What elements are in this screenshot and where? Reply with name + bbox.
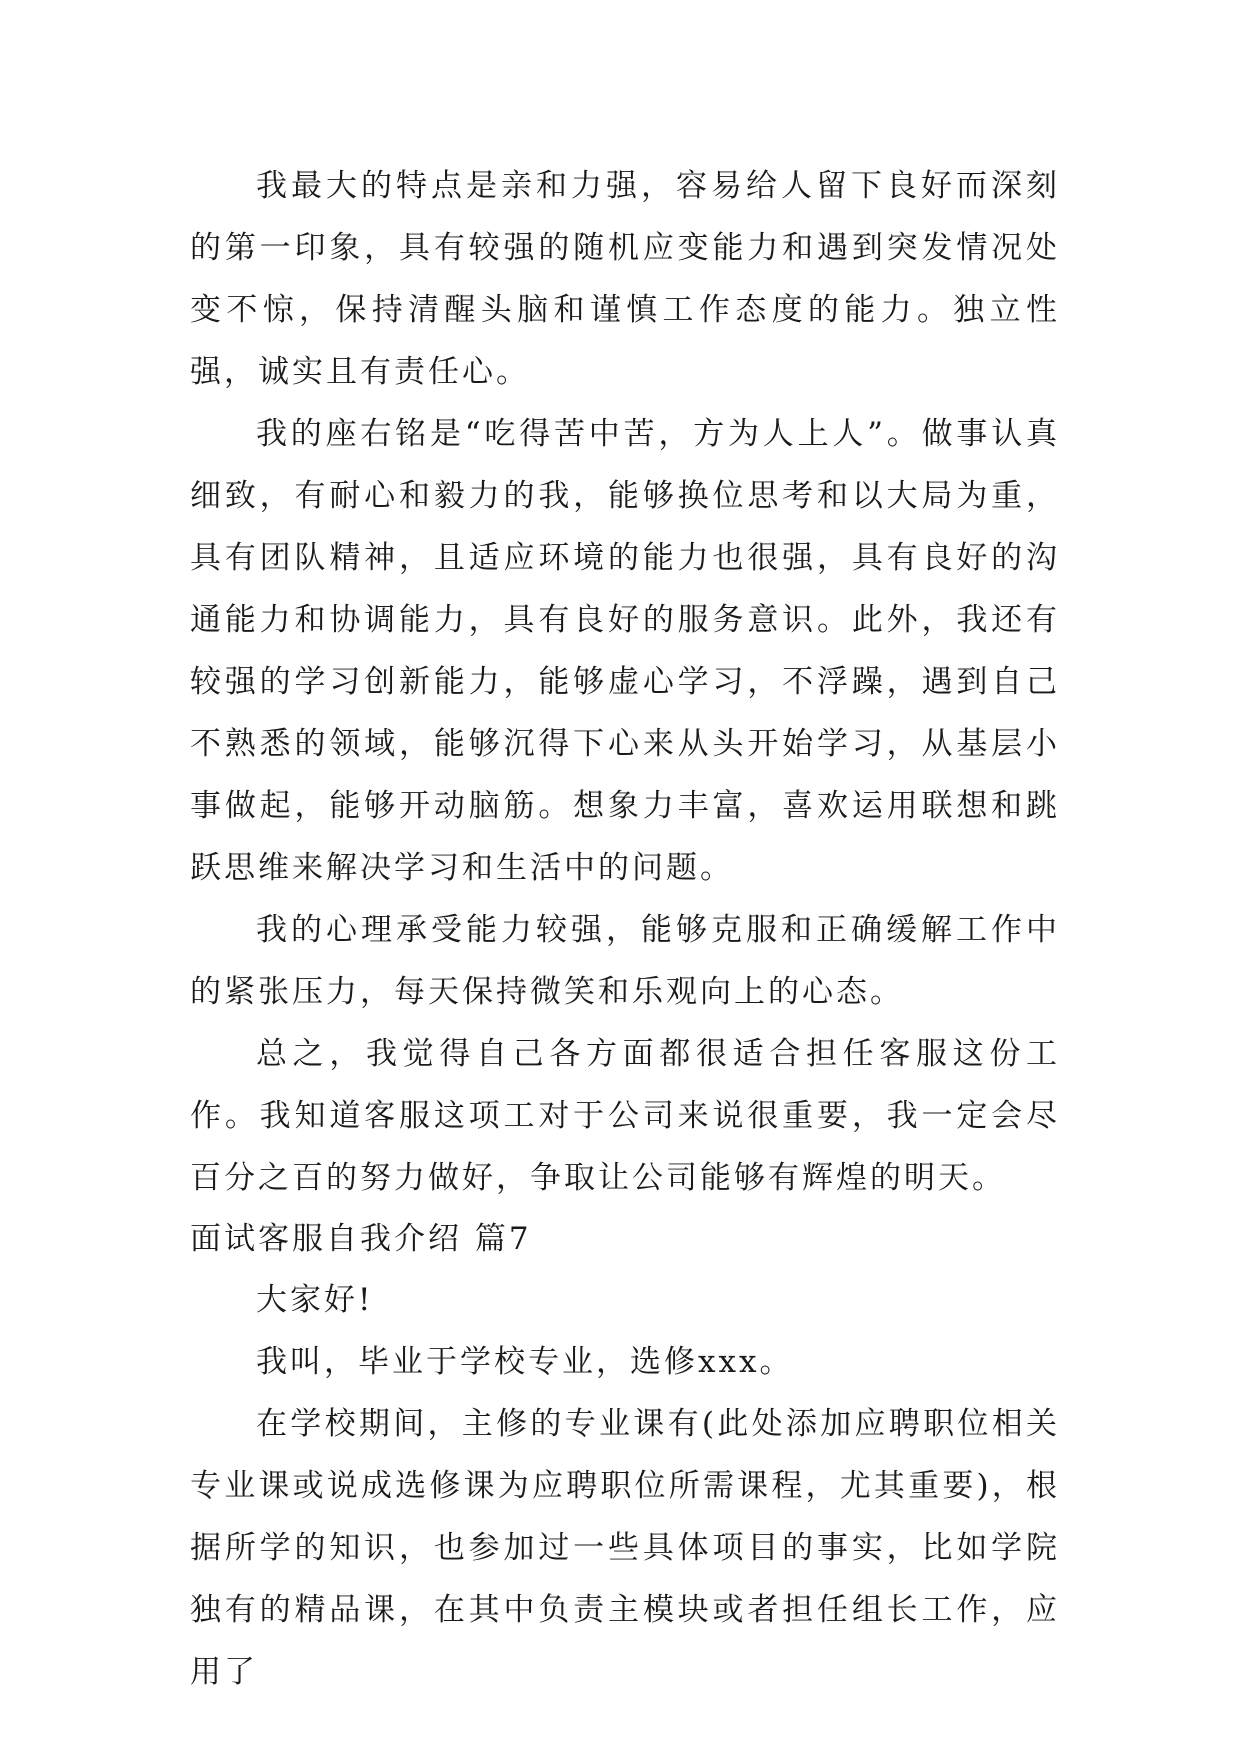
paragraph-traits: 我最大的特点是亲和力强，容易给人留下良好而深刻的第一印象，具有较强的随机应变能力和遇到突发情况处变不惊，保持清醒头脑和谨慎工作态度的能力。独立性强，诚实且有责任心。: [190, 168, 1060, 390]
paragraph-name: 我叫，毕业于学校专业，选修xxx。: [256, 1344, 794, 1380]
paragraph-pressure: 我的心理承受能力较强，能够克服和正确缓解工作中的紧张压力，每天保持微笑和乐观向上的心态。: [190, 912, 1060, 1010]
paragraph-greeting: 大家好!: [256, 1282, 374, 1318]
section-heading: 面试客服自我介绍 篇7: [190, 1221, 532, 1257]
document-body: [190, 155, 1060, 1703]
paragraph-motto: 我的座右铭是“吃得苦中苦，方为人上人”。做事认真细致，有耐心和毅力的我，能够换位思考和以大局为重，具有团队精神，且适应环境的能力也很强，具有良好的沟通能力和协调能力，具有良好的服务意识。此外，我还有较强的学习创新能力，能够虚心学习，不浮躁，遇到自己不熟悉的领域，能够沉得下心来从头开始学习，从基层小事做起，能够开动脑筋。想象力丰富，喜欢运用联想和跳跃思维来解决学习和生活中的问题。: [190, 416, 1060, 886]
paragraph-courses: 在学校期间，主修的专业课有(此处添加应聘职位相关专业课或说成选修课为应聘职位所需课程，尤其重要)，根据所学的知识，也参加过一些具体项目的事实，比如学院独有的精品课，在其中负责主模块或者担任组长工作，应用了: [190, 1406, 1060, 1690]
paragraph-conclusion: 总之，我觉得自己各方面都很适合担任客服这份工作。我知道客服这项工对于公司来说很重要，我一定会尽百分之百的努力做好，争取让公司能够有辉煌的明天。: [190, 1036, 1060, 1196]
